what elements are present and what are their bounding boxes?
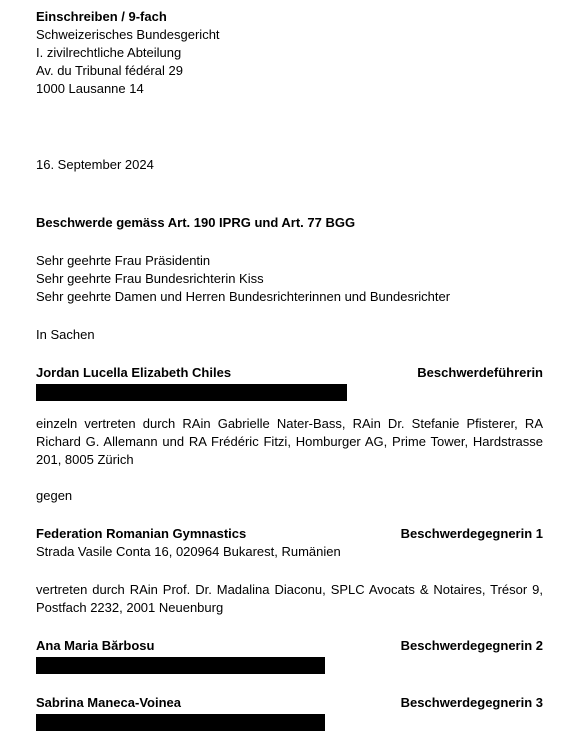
- respondent-2-name: Ana Maria Bărbosu: [36, 638, 155, 653]
- salutation-line: Sehr geehrte Damen und Herren Bundesrichterinnen und Bundesrichter: [36, 289, 451, 304]
- appellant-representation: einzeln vertreten durch RAin Gabrielle Nater-Bass, RAin Dr. Stefanie Pfisterer, RA Richard G. Allemann und RA Frédéric Fitzi, Homburger AG, Prime Tower, Hardstrasse 201, 8005 Zürich: [36, 416, 543, 467]
- salutation-line: Sehr geehrte Frau Bundesrichterin Kiss: [36, 271, 264, 286]
- respondent-2-header: [36, 637, 543, 655]
- respondent-3-name: Sabrina Maneca-Voinea: [36, 695, 181, 710]
- respondent-3-header: [36, 694, 543, 712]
- salutation-line: Sehr geehrte Frau Präsidentin: [36, 253, 211, 268]
- address-line: I. zivilrechtliche Abteilung: [36, 45, 182, 60]
- letter-page: [36, 8, 543, 735]
- salutations: [36, 252, 543, 306]
- redaction-bar: [36, 657, 325, 674]
- address-line: Schweizerisches Bundesgericht: [36, 27, 220, 42]
- respondent-1-representation: vertreten durch RAin Prof. Dr. Madalina Diaconu, SPLC Avocats & Notaires, Trésor 9, Postfach 2232, 2001 Neuenburg: [36, 582, 543, 615]
- appellant-header: [36, 364, 543, 382]
- redaction-bar: [36, 714, 325, 731]
- respondent-1-role: Beschwerdegegnerin 1: [400, 526, 543, 541]
- letter-subject: Beschwerde gemäss Art. 190 IPRG und Art. 77 BGG: [36, 215, 356, 230]
- address-line: Av. du Tribunal fédéral 29: [36, 63, 183, 78]
- respondent-3-role: Beschwerdegegnerin 3: [400, 695, 543, 710]
- respondent-1-header: [36, 525, 543, 543]
- appellant-name: Jordan Lucella Elizabeth Chiles: [36, 365, 232, 380]
- appellant-role: Beschwerdeführerin: [417, 365, 543, 380]
- address-block: [36, 8, 543, 98]
- letter-date: 16. September 2024: [36, 157, 154, 172]
- in-sachen-label: In Sachen: [36, 327, 95, 342]
- gegen-label: gegen: [36, 488, 73, 503]
- address-line: 1000 Lausanne 14: [36, 81, 144, 96]
- respondent-1-name: Federation Romanian Gymnastics: [36, 526, 247, 541]
- respondent-2-role: Beschwerdegegnerin 2: [400, 638, 543, 653]
- delivery-method: Einschreiben / 9-fach: [36, 9, 167, 24]
- respondent-1-address: Strada Vasile Conta 16, 020964 Bukarest, Rumänien: [36, 544, 341, 559]
- redaction-bar: [36, 384, 347, 401]
